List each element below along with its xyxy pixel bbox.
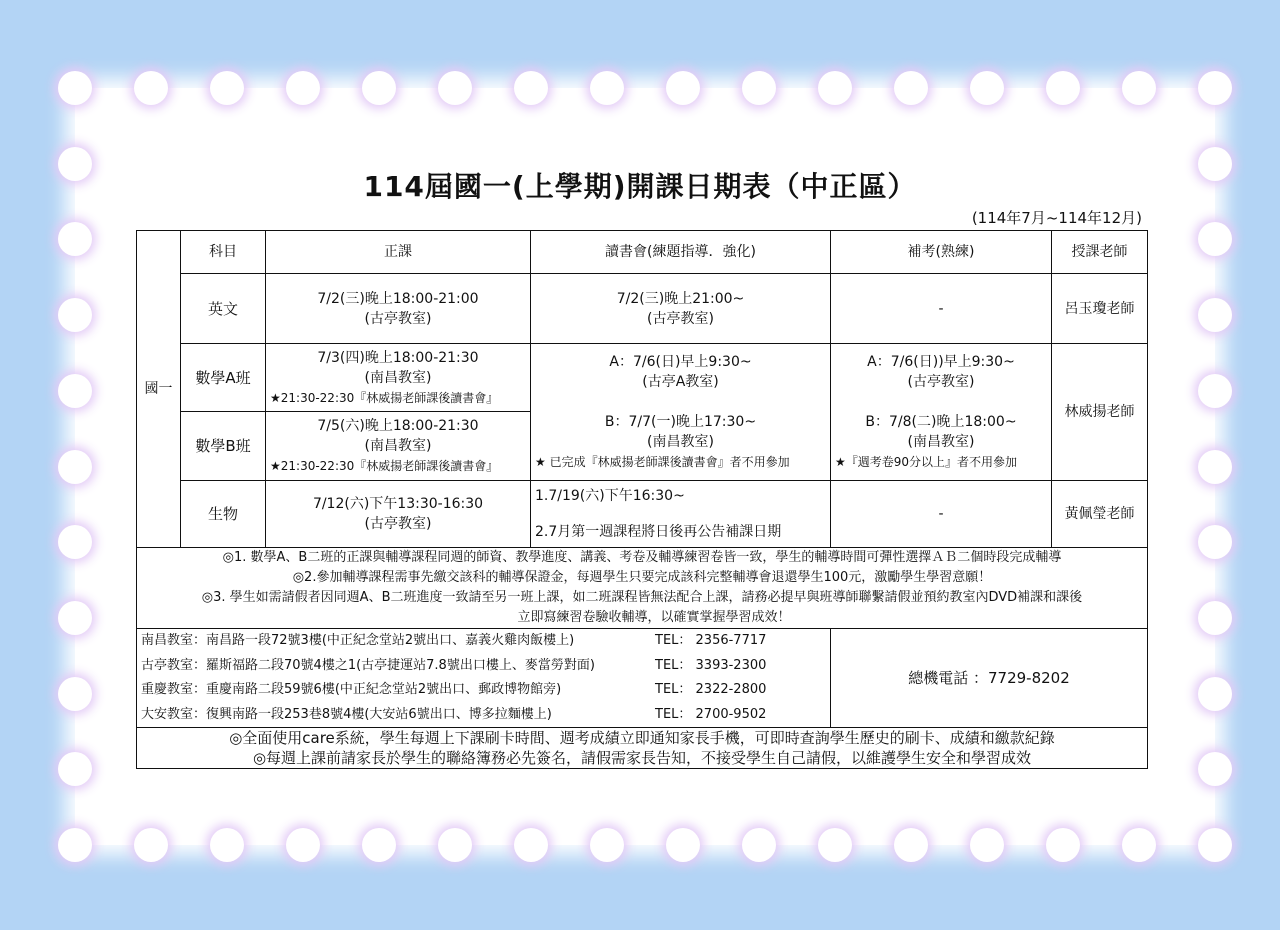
biology-makeup: - [831, 481, 1052, 548]
biology-regular: 7/12(六)下午13:30-16:30 (古亭教室) [266, 481, 531, 548]
border-dot [1198, 374, 1232, 408]
border-dot [210, 828, 244, 862]
subject-biology: 生物 [181, 481, 266, 548]
period-label: (114年7月~114年12月) [971, 209, 1142, 227]
row-math-a [137, 344, 1148, 412]
biology-teacher: 黃佩瑩老師 [1052, 481, 1148, 548]
border-dot [58, 828, 92, 862]
border-dot [590, 71, 624, 105]
border-dot [362, 828, 396, 862]
header-regular: 正課 [266, 231, 531, 274]
header-row [137, 231, 1148, 274]
border-dot [134, 828, 168, 862]
contacts-row [137, 629, 1148, 728]
subject-math-a: 數學A班 [181, 344, 266, 412]
header-makeup: 補考(熟練) [831, 231, 1052, 274]
border-dot [1046, 71, 1080, 105]
row-biology [137, 481, 1148, 548]
border-dot [438, 828, 472, 862]
border-dot [894, 71, 928, 105]
border-dot [1198, 525, 1232, 559]
english-reading: 7/2(三)晚上21:00~ (古亭教室) [531, 274, 831, 344]
math-a-regular: 7/3(四)晚上18:00-21:30 (南昌教室) ★21:30-22:30『林威揚老師課後讀書會』 [266, 344, 531, 412]
header-subject: 科目 [181, 231, 266, 274]
grade-cell: 國一 [137, 231, 181, 548]
bottom-notes-cell [137, 728, 1148, 769]
border-dot [286, 71, 320, 105]
border-dot [666, 828, 700, 862]
border-dot [1198, 601, 1232, 635]
border-dot [1198, 222, 1232, 256]
border-dot [1198, 828, 1232, 862]
english-teacher: 呂玉瓊老師 [1052, 274, 1148, 344]
border-dot [1046, 828, 1080, 862]
border-dot [362, 71, 396, 105]
note-2: ◎2.參加輔導課程需事先繳交該科的輔導保證金，每週學生只要完成該科完整輔導會退還學生100元，激勵學生學習意願！ [292, 570, 992, 585]
border-dot [58, 677, 92, 711]
contacts-cell [137, 629, 831, 728]
contact-guting: 古亭教室：羅斯福路二段70號4樓之1(古亭捷運站7.8號出口樓上、麥當勞對面) TEL： 3393-2300 [141, 657, 767, 673]
border-dot [58, 601, 92, 635]
border-dot [438, 71, 472, 105]
notes-cell [137, 548, 1148, 629]
notes-row [137, 548, 1148, 629]
border-dot [1122, 71, 1156, 105]
border-dot [58, 374, 92, 408]
main-phone: 總機電話 ：7729-8202 [831, 629, 1148, 728]
math-teacher: 林威揚老師 [1052, 344, 1148, 481]
subject-math-b: 數學B班 [181, 412, 266, 481]
border-dot [58, 298, 92, 332]
border-dot [742, 71, 776, 105]
bottom-note-2: ◎每週上課前請家長於學生的聯絡簿務必先簽名，請假需家長告知，不接受學生自己請假，以維護學生安全和學習成效 [252, 749, 1032, 767]
border-dot [590, 828, 624, 862]
border-dot [1122, 828, 1156, 862]
math-b-regular: 7/5(六)晚上18:00-21:30 (南昌教室) ★21:30-22:30『林威揚老師課後讀書會』 [266, 412, 531, 481]
border-dot [58, 450, 92, 484]
border-dot [514, 828, 548, 862]
border-dot [970, 828, 1004, 862]
contact-nanchang: 南昌教室：南昌路一段72號3樓(中正紀念堂站2號出口、嘉義火雞肉飯樓上) TEL： 2356-7717 [141, 633, 767, 649]
schedule-table [136, 230, 1148, 769]
border-dot [58, 525, 92, 559]
math-makeup: A：7/6(日))早上9:30~ (古亭教室) B：7/8(二)晚上18:00~ (南昌教室) ★『週考卷90分以上』者不用參加 [831, 344, 1052, 481]
header-teacher: 授課老師 [1052, 231, 1148, 274]
subject-english: 英文 [181, 274, 266, 344]
english-makeup: - [831, 274, 1052, 344]
bottom-notes-row [137, 728, 1148, 769]
note-3: ◎3. 學生如需請假者因同週A、B二班進度一致請至另一班上課，如二班課程皆無法配合上課，請務必提早與班導師聯繫請假並預約教室內DVD補課和課後 [201, 590, 1083, 605]
border-dot [1198, 450, 1232, 484]
border-dot [1198, 677, 1232, 711]
math-reading: A：7/6(日)早上9:30~ (古亭A教室) B：7/7(一)晚上17:30~ (南昌教室) ★ 已完成『林威揚老師課後讀書會』者不用參加 [531, 344, 831, 481]
border-dot [818, 71, 852, 105]
border-dot [894, 828, 928, 862]
border-dot [514, 71, 548, 105]
note-1: ◎1. 數學A、B二班的正課與輔導課程同週的師資、教學進度、講義、考卷及輔導練習卷皆一致，學生的輔導時間可彈性選擇ＡＢ二個時段完成輔導 [222, 550, 1062, 565]
border-dot [1198, 71, 1232, 105]
bottom-note-1: ◎全面使用care系統，學生每週上下課刷卡時間、週考成績立即通知家長手機，可即時查詢學生歷史的刷卡、成績和繳款紀錄 [229, 729, 1055, 747]
border-dot [58, 71, 92, 105]
border-dot [742, 828, 776, 862]
border-dot [210, 71, 244, 105]
border-dot [1198, 298, 1232, 332]
border-dot [970, 71, 1004, 105]
row-english [137, 274, 1148, 344]
contact-daan: 大安教室：復興南路一段253巷8號4樓(大安站6號出口、博多拉麵樓上) TEL： 2700-9502 [141, 706, 767, 722]
border-dot [666, 71, 700, 105]
english-regular: 7/2(三)晚上18:00-21:00 (古亭教室) [266, 274, 531, 344]
border-dot [134, 71, 168, 105]
page-title: 114屆國一(上學期)開課日期表（中正區） [363, 170, 917, 203]
border-dot [286, 828, 320, 862]
biology-reading: 1.7/19(六)下午16:30~ 2.7月第一週課程將日後再公告補課日期 [531, 481, 831, 548]
border-dot [1198, 752, 1232, 786]
contact-chongqing: 重慶教室：重慶南路二段59號6樓(中正紀念堂站2號出口、郵政博物館旁) TEL： 2322-2800 [141, 682, 767, 698]
note-3-cont: 立即寫練習卷驗收輔導，以確實掌握學習成效！ [517, 610, 791, 625]
header-reading: 讀書會(練題指導．強化) [531, 231, 831, 274]
border-dot [818, 828, 852, 862]
